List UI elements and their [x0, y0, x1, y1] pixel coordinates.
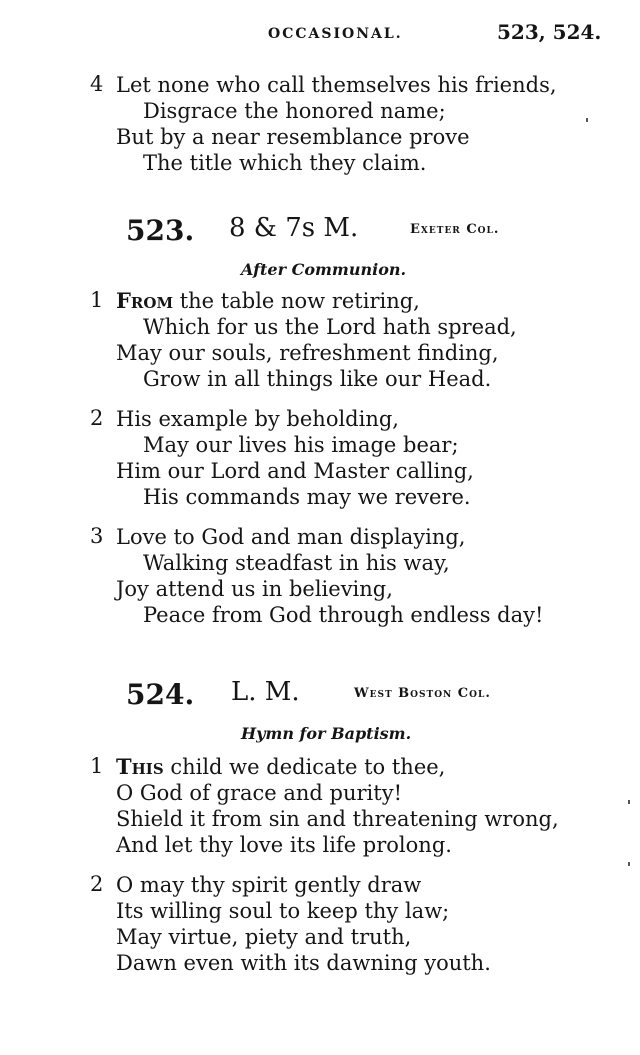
- hymn-title: After Communion.: [241, 260, 407, 279]
- verse-line: May our lives his image bear;: [143, 433, 459, 457]
- hymn-tune: West Boston Col.: [354, 686, 491, 701]
- verse-line: [116, 754, 445, 780]
- verse-line: Disgrace the honored name;: [143, 99, 446, 123]
- verse-line: Let none who call themselves his friends,: [116, 73, 557, 97]
- first-line-rest: child we dedicate to thee,: [163, 755, 446, 779]
- scan-speck: [628, 800, 630, 804]
- hymn-meter: 8 & 7s M.: [229, 213, 359, 243]
- verse-line: Its willing soul to keep thy law;: [116, 899, 450, 923]
- verse-line: But by a near resemblance prove: [116, 125, 470, 149]
- verse-line: Love to God and man displaying,: [116, 525, 466, 549]
- verse-line: Shield it from sin and threatening wrong,: [116, 807, 559, 831]
- verse-line: And let thy love its life prolong.: [116, 833, 452, 857]
- scan-speck: [628, 862, 630, 866]
- verse-line: His example by beholding,: [116, 407, 399, 431]
- verse-line: [116, 288, 420, 314]
- running-header-section: OCCASIONAL.: [268, 26, 403, 42]
- verse-number: 2: [90, 872, 104, 896]
- verse-line: O may thy spirit gently draw: [116, 873, 422, 897]
- verse-number: 4: [90, 72, 104, 96]
- hymn-tune: Exeter Col.: [410, 222, 500, 237]
- hymn-number: 523.: [126, 214, 195, 247]
- verse-line: His commands may we revere.: [143, 485, 471, 509]
- verse-line: Grow in all things like our Head.: [143, 367, 492, 391]
- verse-line: Peace from God through endless day!: [143, 603, 544, 627]
- verse-number: 1: [90, 754, 104, 778]
- verse-line: May our souls, refreshment finding,: [116, 341, 499, 365]
- first-line-rest: the table now retiring,: [173, 289, 420, 313]
- verse-line: O God of grace and purity!: [116, 781, 403, 805]
- verse-line: Walking steadfast in his way,: [143, 551, 450, 575]
- verse-number: 3: [90, 524, 104, 548]
- verse-line: Joy attend us in believing,: [116, 577, 393, 601]
- verse-line: Dawn even with its dawning youth.: [116, 951, 491, 975]
- verse-line: May virtue, piety and truth,: [116, 925, 412, 949]
- drop-first-word: From: [116, 288, 174, 313]
- hymn-meter: L. M.: [231, 677, 300, 707]
- page-numbers: 523, 524.: [497, 20, 602, 44]
- hymn-number: 524.: [126, 678, 195, 711]
- verse-line: The title which they claim.: [143, 151, 427, 175]
- verse-line: Which for us the Lord hath spread,: [143, 315, 517, 339]
- scan-speck: [586, 118, 588, 122]
- hymn-title: Hymn for Baptism.: [241, 724, 412, 743]
- verse-line: Him our Lord and Master calling,: [116, 459, 474, 483]
- verse-number: 2: [90, 406, 104, 430]
- verse-number: 1: [90, 288, 104, 312]
- drop-first-word: This: [116, 754, 164, 779]
